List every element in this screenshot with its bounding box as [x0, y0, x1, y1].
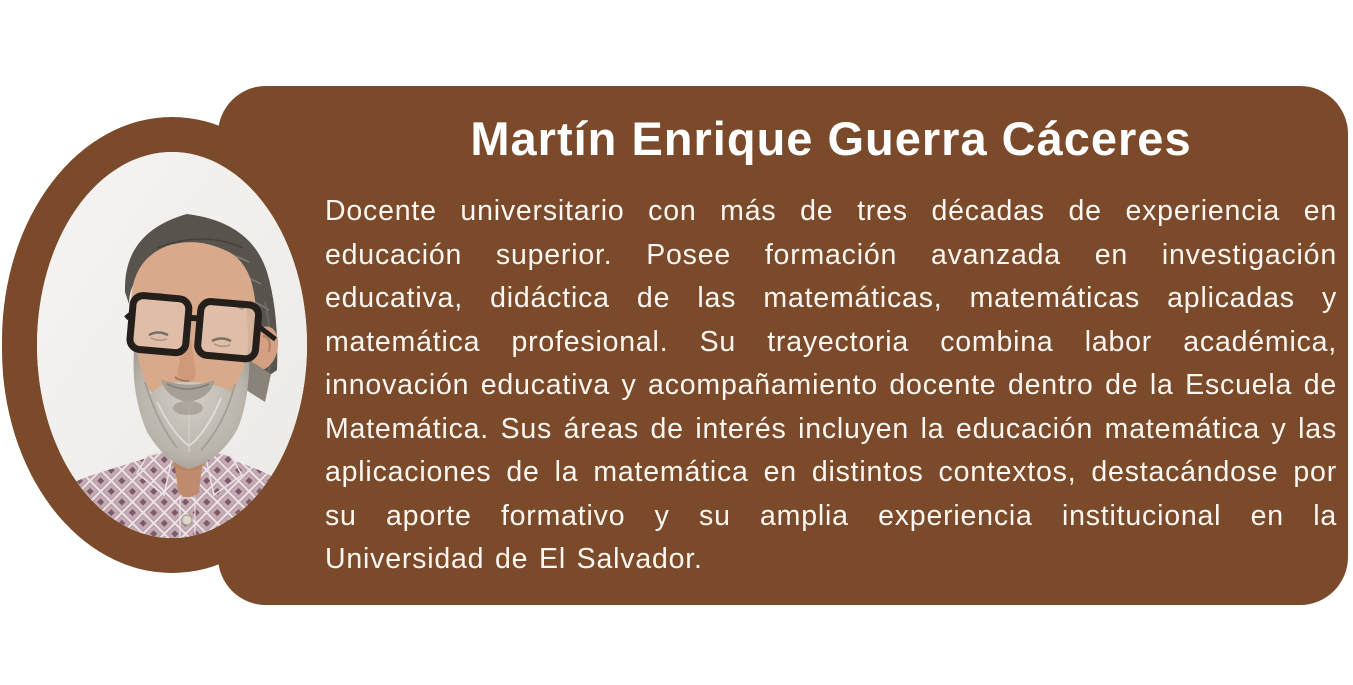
profile-bio: Docente universitario con más de tres décadas de experiencia en educación superior. Posee formación avanzada en investigación educativa, didáctica de las matemáticas, matemáticas aplicadas y matemática profesional. Su trayectoria combina labor académica, innovación educativa y acompañamiento docente dentro de la Escuela de Matemática. Sus áreas de interés incluyen la educación matemática y las aplicaciones de la matemática en distintos contextos, destacándose por su aporte formativo y su amplia experiencia institucional en la Universidad de El Salvador.: [325, 195, 1337, 576]
profile-photo: [37, 152, 307, 538]
portrait-photo: [37, 152, 307, 538]
profile-text-block: [325, 112, 1337, 582]
profile-name: Martín Enrique Guerra Cáceres: [470, 112, 1192, 165]
glasses: [123, 294, 278, 361]
shirt-button: [182, 515, 192, 525]
